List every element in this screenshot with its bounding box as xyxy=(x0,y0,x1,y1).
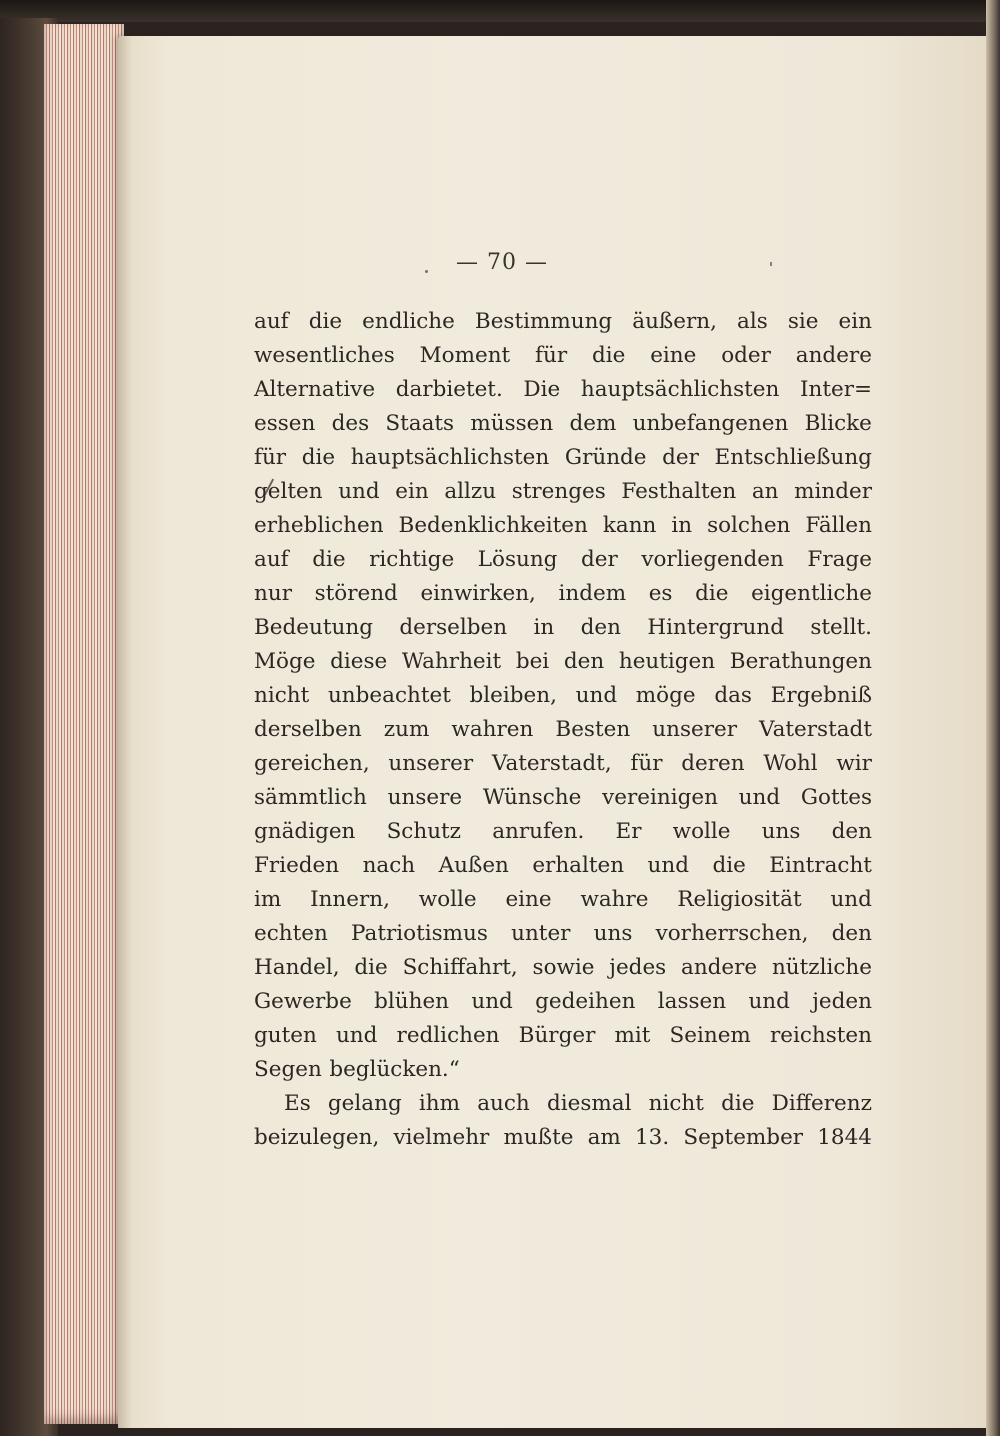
word: unserer xyxy=(388,751,474,776)
word: 13. xyxy=(634,1125,670,1150)
word: störend xyxy=(314,581,398,606)
word: für xyxy=(630,751,663,776)
text-line xyxy=(254,441,872,475)
word: gnädigen xyxy=(254,819,356,844)
word: müssen xyxy=(470,411,554,436)
word: für xyxy=(535,343,568,368)
word: Außen xyxy=(438,853,509,878)
word: Inter= xyxy=(800,377,872,402)
text-line xyxy=(254,985,872,1019)
word: wesentliches xyxy=(254,343,395,368)
word: Segen xyxy=(254,1057,322,1082)
word: erhalten xyxy=(532,853,625,878)
word: Seinem xyxy=(669,1023,751,1048)
word: Bestimmung xyxy=(474,309,613,334)
word: zum xyxy=(383,717,430,742)
word: mit xyxy=(614,1023,651,1048)
word: indem xyxy=(558,581,627,606)
word: die xyxy=(591,343,626,368)
word: Bürger xyxy=(518,1023,596,1048)
word: Schiffahrt, xyxy=(402,955,518,980)
word: Berathungen xyxy=(729,649,872,674)
word: 1844 xyxy=(817,1125,872,1150)
word: Entschließung xyxy=(714,445,872,470)
word: gereichen, xyxy=(254,751,370,776)
word: nicht xyxy=(648,1091,704,1116)
page-gutter-shadow xyxy=(118,36,132,1428)
word: einwirken, xyxy=(420,581,536,606)
word: Wünsche xyxy=(482,785,582,810)
word: und xyxy=(335,1023,378,1048)
text-line xyxy=(254,611,872,645)
word: Frage xyxy=(807,547,872,572)
word: uns xyxy=(593,921,633,946)
word: kann xyxy=(602,513,657,538)
word: möge xyxy=(635,683,696,708)
word: gedeihen xyxy=(535,989,636,1014)
word: und xyxy=(748,989,790,1014)
word: Lösung xyxy=(477,547,558,572)
page-stack-edges xyxy=(44,24,124,1424)
word: hauptsächlichsten xyxy=(350,445,550,470)
word: echten xyxy=(254,921,328,946)
word: die xyxy=(308,309,343,334)
word: beglücken.“ xyxy=(329,1057,460,1082)
text-line xyxy=(254,883,872,917)
word: Wahrheit xyxy=(401,649,502,674)
word: des xyxy=(331,411,370,436)
word: derselben xyxy=(254,717,362,742)
word: unsere xyxy=(387,785,463,810)
word: Staats xyxy=(385,411,455,436)
word: beizulegen, xyxy=(254,1125,380,1150)
word: wahre xyxy=(580,887,649,912)
word: bleiben, xyxy=(469,683,557,708)
word: jeden xyxy=(812,989,872,1014)
word: mußte xyxy=(503,1125,574,1150)
word: unter xyxy=(511,921,571,946)
word: ein xyxy=(395,479,429,504)
word: blühen xyxy=(374,989,450,1014)
word: heutigen xyxy=(618,649,716,674)
word: wahren xyxy=(451,717,534,742)
word: minder xyxy=(794,479,872,504)
text-line xyxy=(254,917,872,951)
word: und xyxy=(338,479,380,504)
word: nützliche xyxy=(771,955,872,980)
word: den xyxy=(831,819,872,844)
text-line xyxy=(254,509,872,543)
word: der xyxy=(581,547,618,572)
word: strenges xyxy=(511,479,606,504)
text-line xyxy=(254,679,872,713)
text-line xyxy=(254,781,872,815)
word: vorherrschen, xyxy=(655,921,809,946)
page-number: — 70 — xyxy=(456,250,548,275)
word: ein xyxy=(838,309,872,334)
word: essen xyxy=(254,411,316,436)
word: anrufen. xyxy=(492,819,585,844)
word: Er xyxy=(615,819,642,844)
word: und xyxy=(471,989,513,1014)
word: Gewerbe xyxy=(254,989,352,1014)
word: die xyxy=(312,547,346,572)
word: Innern, xyxy=(310,887,390,912)
word: die xyxy=(712,853,746,878)
word: den xyxy=(831,921,872,946)
text-line xyxy=(254,407,872,441)
text-line xyxy=(254,1053,872,1087)
paper-speck xyxy=(770,262,772,266)
word: im xyxy=(254,887,282,912)
word: gelten xyxy=(254,479,323,504)
word: gelang xyxy=(327,1091,402,1116)
word: jedes xyxy=(609,955,667,980)
word: die xyxy=(695,581,729,606)
text-line xyxy=(254,713,872,747)
word: für xyxy=(254,445,287,470)
word: Patriotismus xyxy=(351,921,488,946)
word: Schutz xyxy=(386,819,462,844)
word: eigentliche xyxy=(751,581,872,606)
text-line xyxy=(254,1087,872,1121)
word: diesmal xyxy=(546,1091,632,1116)
word: unbeachtet xyxy=(327,683,451,708)
word: eine xyxy=(650,343,697,368)
word: guten xyxy=(254,1023,317,1048)
word: deren xyxy=(681,751,745,776)
text-line xyxy=(254,339,872,373)
word: die xyxy=(721,1091,755,1116)
word: vielmehr xyxy=(393,1125,490,1150)
word: endliche xyxy=(362,309,455,334)
word: Ergebniß xyxy=(770,683,872,708)
word: Hintergrund xyxy=(647,615,784,640)
word: es xyxy=(648,581,673,606)
word: hauptsächlichsten xyxy=(580,377,780,402)
text-line xyxy=(254,305,872,339)
word: und xyxy=(830,887,872,912)
word: bei xyxy=(515,649,550,674)
word: den xyxy=(563,649,605,674)
word: andere xyxy=(681,955,758,980)
text-line xyxy=(254,645,872,679)
word: Bedenklichkeiten xyxy=(398,513,588,538)
word: Alternative xyxy=(254,377,376,402)
word: vorliegenden xyxy=(641,547,784,572)
scanner-top-edge xyxy=(0,0,1000,22)
word: Gottes xyxy=(800,785,872,810)
word: in xyxy=(671,513,693,538)
word: andere xyxy=(795,343,872,368)
word: uns xyxy=(761,819,801,844)
word: lassen xyxy=(657,989,727,1014)
word: auch xyxy=(477,1091,530,1116)
text-line xyxy=(254,849,872,883)
text-line xyxy=(254,1019,872,1053)
word: redlichen xyxy=(396,1023,500,1048)
word: auf xyxy=(254,547,289,572)
word: und xyxy=(647,853,689,878)
word: nur xyxy=(254,581,292,606)
word: das xyxy=(714,683,752,708)
word: Möge xyxy=(254,649,316,674)
text-line xyxy=(254,373,872,407)
word: solchen xyxy=(707,513,791,538)
word: Frieden xyxy=(254,853,340,878)
word: stellt. xyxy=(810,615,872,640)
word: Blicke xyxy=(804,411,872,436)
word: reichsten xyxy=(769,1023,872,1048)
word: und xyxy=(738,785,781,810)
text-line xyxy=(254,747,872,781)
word: den xyxy=(580,615,621,640)
word: Eintracht xyxy=(769,853,872,878)
word: am xyxy=(587,1125,621,1150)
word: Religiosität xyxy=(677,887,802,912)
word: Wohl xyxy=(763,751,818,776)
word: richtige xyxy=(369,547,455,572)
word: September xyxy=(683,1125,804,1150)
word: darbietet. xyxy=(395,377,503,402)
word: Gründe xyxy=(564,445,647,470)
word: unbefangenen xyxy=(632,411,789,436)
word: Handel, xyxy=(254,955,340,980)
word: Bedeutung xyxy=(254,615,373,640)
word: sie xyxy=(787,309,819,334)
text-line xyxy=(254,543,872,577)
word: derselben xyxy=(399,615,508,640)
text-line xyxy=(254,1121,872,1155)
word: Vaterstadt xyxy=(759,717,872,742)
word: und xyxy=(575,683,618,708)
word: Differenz xyxy=(771,1091,872,1116)
word: in xyxy=(533,615,555,640)
word: die xyxy=(354,955,388,980)
word: wolle xyxy=(672,819,731,844)
body-text xyxy=(254,305,872,1155)
word: die xyxy=(301,445,336,470)
word: allzu xyxy=(444,479,497,504)
right-page-edge xyxy=(986,0,1000,1436)
word: Es xyxy=(284,1091,311,1116)
word: oder xyxy=(721,343,771,368)
word: eine xyxy=(505,887,552,912)
word: als xyxy=(737,309,768,334)
word: Vaterstadt, xyxy=(491,751,612,776)
word: wir xyxy=(836,751,872,776)
word: sowie xyxy=(532,955,595,980)
word: Festhalten xyxy=(621,479,737,504)
word: an xyxy=(751,479,779,504)
word: auf xyxy=(254,309,289,334)
word: äußern, xyxy=(632,309,717,334)
word: Moment xyxy=(419,343,511,368)
word: Fällen xyxy=(805,513,872,538)
word: Die xyxy=(523,377,561,402)
text-line xyxy=(254,951,872,985)
word: erheblichen xyxy=(254,513,384,538)
word: Besten xyxy=(555,717,631,742)
text-line xyxy=(254,577,872,611)
text-line xyxy=(254,475,872,509)
word: unserer xyxy=(652,717,737,742)
word: sämmtlich xyxy=(254,785,367,810)
text-line xyxy=(254,815,872,849)
word: ihm xyxy=(418,1091,461,1116)
word: nach xyxy=(362,853,416,878)
word: vereinigen xyxy=(602,785,718,810)
word: dem xyxy=(569,411,617,436)
word: diese xyxy=(330,649,388,674)
word: der xyxy=(662,445,699,470)
word: wolle xyxy=(418,887,477,912)
word: nicht xyxy=(254,683,310,708)
